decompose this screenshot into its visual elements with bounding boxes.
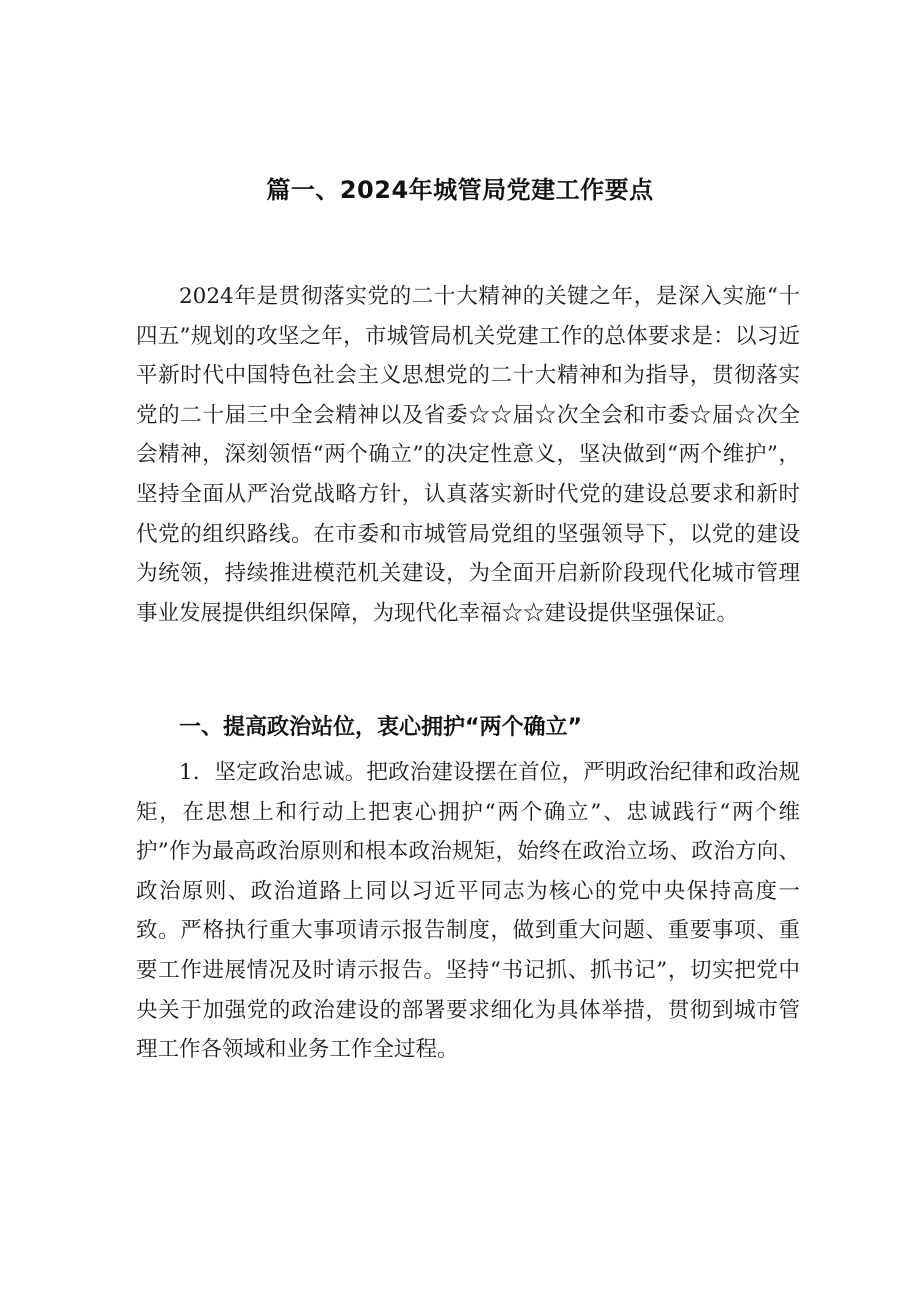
item-1-paragraph: 1．坚定政治忠诚。把政治建设摆在首位，严明政治纪律和政治规矩，在思想上和行动上把衷心拥护“两个确立”、忠诚践行“两个维护”作为最高政治原则和根本政治规矩，始终在政治立场、政治方向、政治原则、政治道路上同以习近平同志为核心的党中央保持高度一致。严格执行重大事项请示报告制度，做到重大问题、重要事项、重要工作进展情况及时请示报告。坚持“书记抓、抓书记”，切实把党中央关于加强党的政治建设的部署要求细化为具体举措，贯彻到城市管理工作各领域和业务工作全过程。 [136,760,800,1063]
section-heading-1: 一、提高政治站位，衷心拥护“两个确立” [179,715,582,740]
document-title: 篇一、2024年城管局党建工作要点 [266,176,654,204]
intro-paragraph: 2024年是贯彻落实党的二十大精神的关键之年，是深入实施“十四五”规划的攻坚之年，市城管局机关党建工作的总体要求是：以习近平新时代中国特色社会主义思想党的二十大精神和为指导，贯彻落实党的二十届三中全会精神以及省委☆☆届☆次全会和市委☆届☆次全会精神，深刻领悟“两个确立”的决定性意义，坚决做到“两个维护”，坚持全面从严治党战略方针，认真落实新时代党的建设总要求和新时代党的组织路线。在市委和市城管局党组的坚强领导下，以党的建设为统领，持续推进模范机关建设，为全面开启新阶段现代化城市管理事业发展提供组织保障，为现代化幸福☆☆建设提供坚强保证。 [136,284,800,626]
